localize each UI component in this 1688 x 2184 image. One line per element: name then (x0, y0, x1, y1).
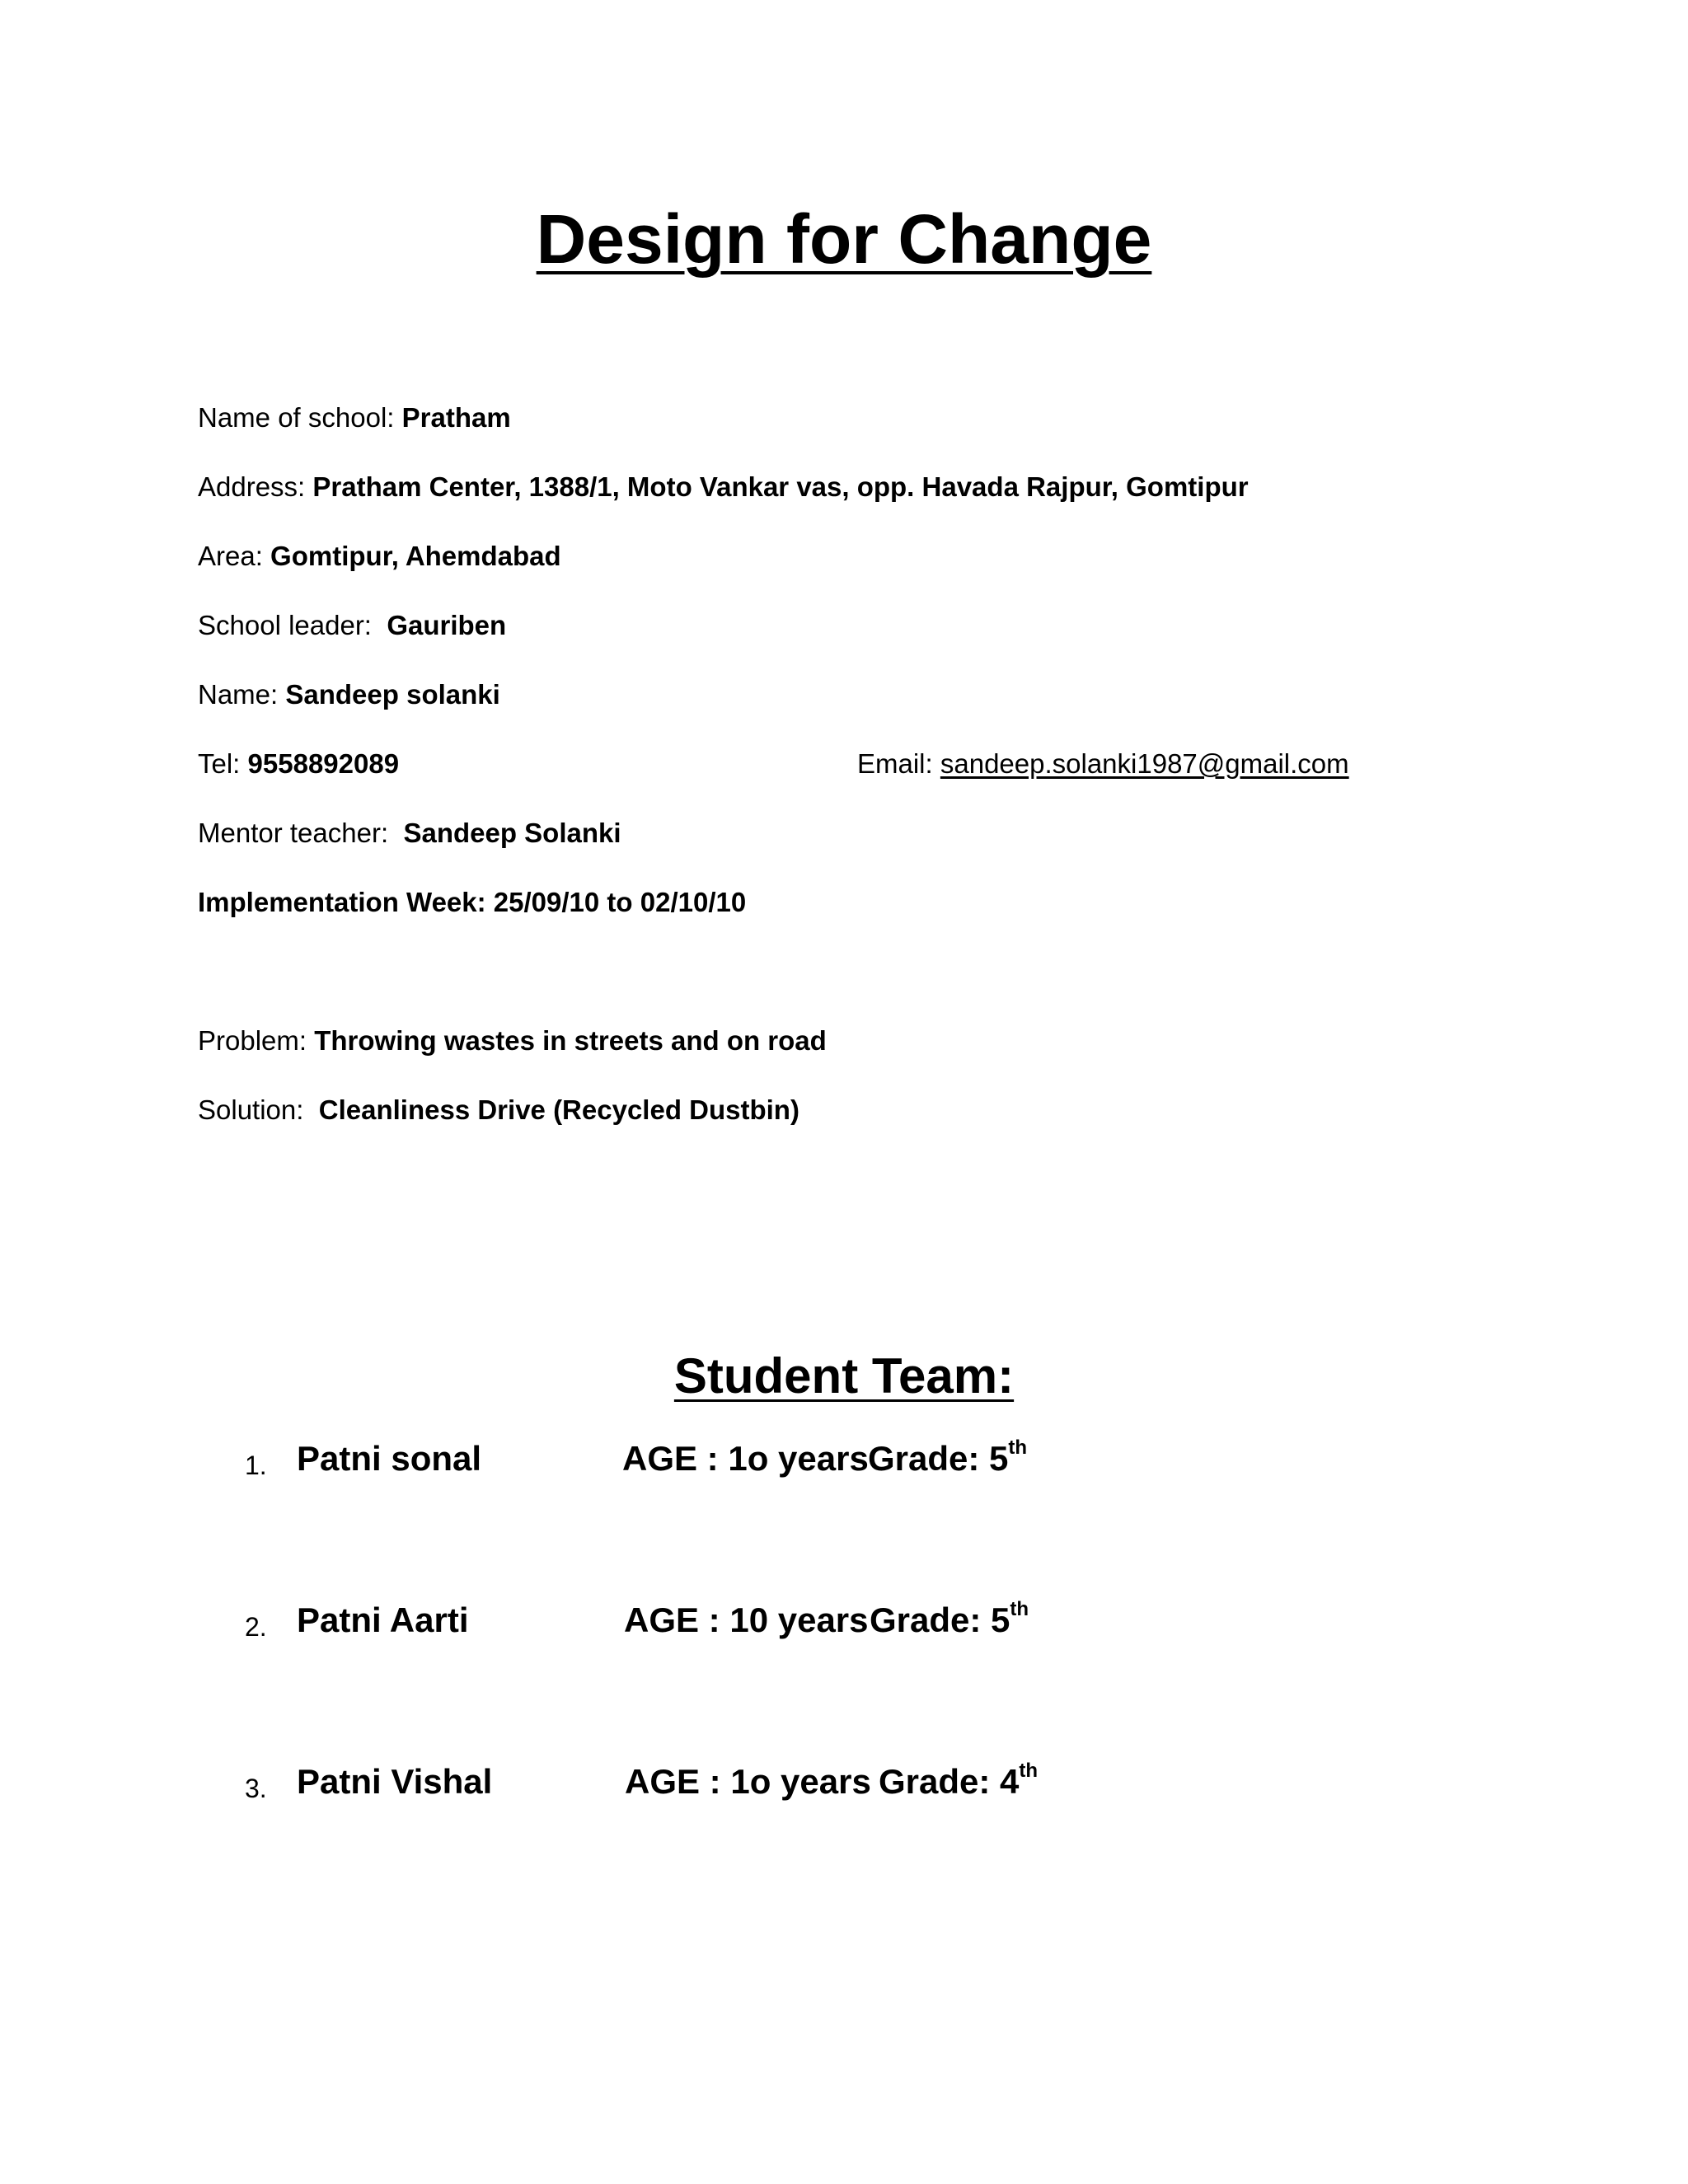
member-name: Patni Aarti (297, 1601, 469, 1639)
member-grade (868, 1436, 1028, 1479)
member-age: AGE : 1o years (622, 1439, 869, 1478)
page-title: Design for Change (536, 200, 1152, 278)
member-grade-suffix: th (1008, 1436, 1028, 1459)
member-name: Patni Vishal (297, 1762, 493, 1801)
mentor-value: Sandeep Solanki (403, 818, 621, 848)
school-leader-label: School leader: (198, 610, 387, 640)
member-grade (879, 1762, 1038, 1802)
solution-label: Solution: (198, 1094, 319, 1125)
school-value: Pratham (401, 402, 511, 433)
name-value: Sandeep solanki (285, 679, 500, 710)
area-value: Gomtipur, Ahemdabad (270, 541, 561, 571)
area-field (198, 542, 561, 569)
implementation-field (198, 888, 746, 916)
school-leader-field (198, 612, 506, 639)
school-label: Name of school: (198, 402, 402, 433)
mentor-label: Mentor teacher: (198, 818, 404, 848)
team-member (0, 1436, 1688, 1488)
email-field (857, 750, 1349, 777)
address-label: Address: (198, 471, 313, 502)
name-label: Name: (198, 679, 286, 710)
address-field (198, 473, 1249, 500)
member-grade-suffix: th (1019, 1760, 1039, 1782)
member-age: AGE : 1o years (625, 1762, 871, 1801)
member-age: AGE : 10 years (624, 1601, 869, 1639)
address-value: Pratham Center, 1388/1, Moto Vankar vas, opp. Havada Rajpur, Gomtipur (312, 471, 1249, 502)
email-label: Email: (857, 748, 940, 779)
tel-label: Tel: (198, 748, 248, 779)
implementation-value: 25/09/10 to 02/10/10 (493, 887, 747, 917)
tel-value: 9558892089 (247, 748, 400, 779)
member-grade-suffix: th (1010, 1598, 1029, 1620)
implementation-label: Implementation Week: (198, 887, 494, 917)
area-label: Area: (198, 541, 271, 571)
name-field (198, 681, 500, 708)
team-member (0, 1598, 1688, 1650)
member-number: 3. (245, 1774, 267, 1803)
mentor-field (198, 819, 621, 846)
member-number: 1. (245, 1451, 267, 1480)
member-grade-text: Grade: 5 (870, 1601, 1010, 1639)
member-grade (870, 1598, 1029, 1640)
school-field (198, 404, 511, 431)
student-team-heading: Student Team: (673, 1348, 1015, 1404)
tel-field (198, 750, 399, 777)
member-name: Patni sonal (297, 1439, 482, 1478)
member-grade-text: Grade: 5 (868, 1439, 1009, 1478)
member-number: 2. (245, 1612, 267, 1642)
solution-value: Cleanliness Drive (Recycled Dustbin) (318, 1094, 799, 1125)
problem-label: Problem: (198, 1025, 315, 1056)
team-member (0, 1762, 1688, 1811)
email-link[interactable]: sandeep.solanki1987@gmail.com (940, 748, 1349, 779)
problem-field (198, 1027, 827, 1054)
school-leader-value: Gauriben (387, 610, 507, 640)
problem-value: Throwing wastes in streets and on road (314, 1025, 827, 1056)
member-grade-text: Grade: 4 (879, 1762, 1020, 1801)
solution-field (198, 1096, 799, 1123)
